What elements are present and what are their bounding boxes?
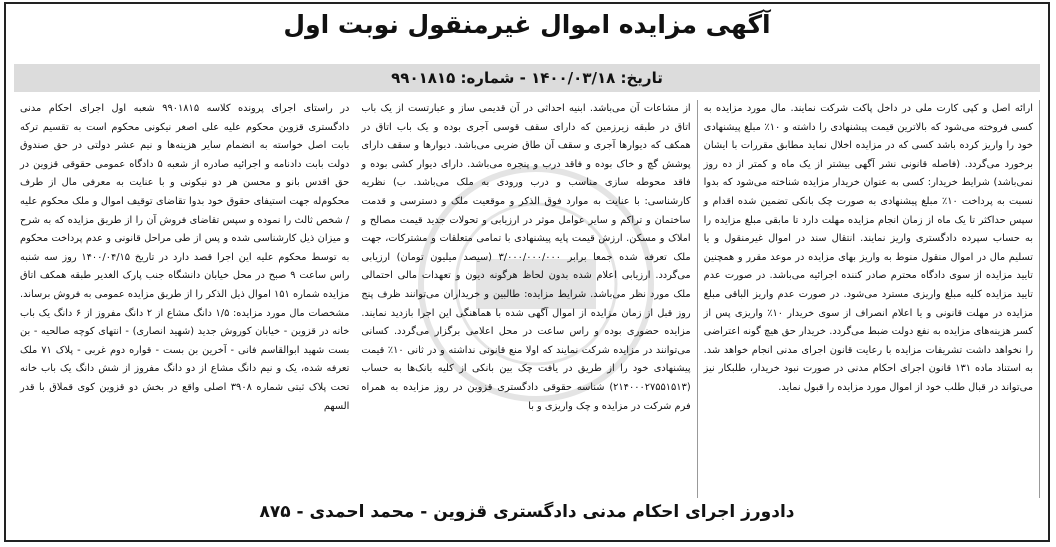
notice-body (14, 100, 1040, 498)
date-number-bar (14, 64, 1040, 92)
notice-frame (4, 2, 1050, 542)
notice-title: آگهی مزایده اموال غیرمنقول نوبت اول (283, 10, 771, 39)
column-text: ارائه اصل و کپی کارت ملی در داخل پاکت شرکت نمایند. مال مورد مزایده به کسی فروخته می‌شود که بالاترین قیمت پیشنهادی را داشته و ۱۰٪ مبلغ پیشنهادی خود را واریز کرده باشد کسی که در مزایده اخلال نماید مطابق مقررات با ایشان برخورد می‌گردد. (فاصله قانونی نشر آگهی بیشتر از یک ماه و کمتر از ده روز نمی‌باشد) شرایط خریدار: کسی به عنوان خریدار مزایده شناخته می‌شود که بدوا نسبت به پرداخت ۱۰٪ مبلغ پیشنهادی به صورت چک بانکی تضمین شده اقدام و سپس حداکثر تا یک ماه از زمان انجام مزایده مهلت دارد تا مابقی مبلغ مزایده را به حساب سپرده دادگستری واریز نمایند. انتقال سند در اموال غیرمنقول و یا تسلیم مال در اموال منقول منوط به واریز بهای مزایده در موعد مقرر و همچنین تایید مزایده از سوی دادگاه محترم صادر کننده اجرائیه می‌باشد. در صورت عدم تایید مزایده کلیه مبلغ واریزی مسترد می‌شود. در صورت عدم واریز الباقی مبلغ مزایده در مهلت قانونی و یا اعلام انصراف از سوی خریدار ۱۰٪ واریزی پس از کسر هزینه‌های مزایده به نفع دولت ضبط می‌گردد. خریدار حق هیچ گونه اعتراضی را نخواهد داشت تشریفات مزایده با رعایت قانون اجرای مدنی انجام خواهد شد. به استناد ماده ۱۳۱ قانون اجرای احکام مدنی در صورت نبود خریدار، طلبکار نیز می‌تواند در قبال طلب خود از اموال مورد مزایده را قبول نماید. (703, 103, 1033, 393)
date-number-line: تاریخ: ۱۴۰۰/۰۳/۱۸ - شماره: ۹۹۰۱۸۱۵ (391, 69, 663, 87)
column-text: از مشاعات آن می‌باشد. ابنیه احداثی در آن قدیمی ساز و عبارتست از یک باب اتاق در طبقه زیرزمین که دارای سقف قوسی آجری بوده و یک باب اتاق در همکف که دیوارها آجری و سقف آن طاق ضربی می‌باشد. دیوارها و سقف دارای پوشش گچ و خاک بوده و فاقد درب و پنجره می‌باشد. دارای دیوار کشی بوده و فاقد محوطه سازی مناسب و درب ورودی به ملک می‌باشد. ب) نظریه کارشناسی: با عنایت به موارد فوق الذکر و موقعیت ملک و دسترسی و قدمت ساختمان و تراکم و سایر عوامل موثر در ارزیابی و تحولات جدید قیمت مصالح و املاک و مسکن. ارزش قیمت پایه پیشنهادی با تمامی متعلقات و مشترکات، جهت ملک تعرفه شده جمعا برابر ۳/۰۰۰/۰۰۰/۰۰۰ (سیصد میلیون تومان) ارزیابی می‌گردد. ارزیابی اعلام شده بدون لحاظ هرگونه دیون و تعهدات مالی احتمالی ملک مورد نظر می‌باشد. شرایط مزایده: طالبین و خریداران می‌توانند ظرف پنج روز قبل از زمان مزایده از اموال آگهی شده با هماهنگی این اجرا بازدید نمایند. مزایده حضوری بوده و راس ساعت در محل اعلامی برگزار می‌گردد. کسانی می‌توانند در مزایده شرکت نمایند که اولا منع قانونی نداشته و در ثانی ۱۰٪ قیمت پیشنهادی خود را از طریق در یافت چک بین بانکی از کلیه بانک‌ها به حساب (۲۱۴۰۰۰۲۷۵۵۱۵۱۳) شناسه حقوقی دادگستری قزوین در روز مزایده به همراه فرم شرکت در مزایده و چک واریزی و با (361, 103, 691, 412)
signature-line: دادورز اجرای احکام مدنی دادگستری قزوین - محمد احمدی - ۸۷۵ (259, 502, 795, 522)
column-text: در راستای اجرای پرونده کلاسه ۹۹۰۱۸۱۵ شعبه اول اجرای احکام مدنی دادگستری قزوین محکوم علیه علی اصغر نیکونی محکوم است به تقسیم ترکه بابت اصل خواسته به انضمام سایر هزینه‌ها و نیم عشر دولتی در حق صندوق دولت بابت دادنامه و اجرائیه صادره از شعبه ۵ دادگاه عمومی حقوقی قزوین در حق اقدس بانو و محسن هر دو نیکونی و با عنایت به معرفی مال از طرف محکوم‌له جهت استیفای حقوق خود بدوا تقاضای توقیف اموال و ملک محکوم علیه / شخص ثالث را نموده و سپس تقاضای فروش آن را از طریق مزایده که به شرح و میزان ذیل کارشناسی شده و پس از طی مراحل قانونی و عدم پرداخت محکوم به توسط محکوم علیه این اجرا قصد دارد در تاریخ ۱۴۰۰/۰۴/۱۵ روز سه شنبه راس ساعت ۹ صبح در محل خیابان دانشگاه جنب پارک الغدیر طبقه همکف اتاق مزایده شماره ۱۵۱ اموال ذیل الذکر را از طریق مزایده عمومی به فروش برساند. مشخصات مال مورد مزایده: ۱/۵ دانگ مشاع از ۲ دانگ مفروز از ۶ دانگ یک باب خانه در قزوین - خیابان کوروش جدید (شهید انصاری) - انتهای کوچه صالحیه - بن بست شهید ابوالقاسم فانی - آخرین بن بست - قواره دوم غربی - پلاک ۷۱ ملک تعرفه شده، یک و نیم دانگ مشاع از دو دانگ مفروز از شش دانگ یک باب خانه تحت پلاک ثبتی شماره ۳۹۰۸ اصلی واقع در بخش دو قزوین کوی قملاق با قدر السهم (20, 103, 350, 412)
text-column-left (698, 100, 1040, 498)
text-column-right (14, 100, 355, 498)
text-column-middle (355, 100, 697, 498)
